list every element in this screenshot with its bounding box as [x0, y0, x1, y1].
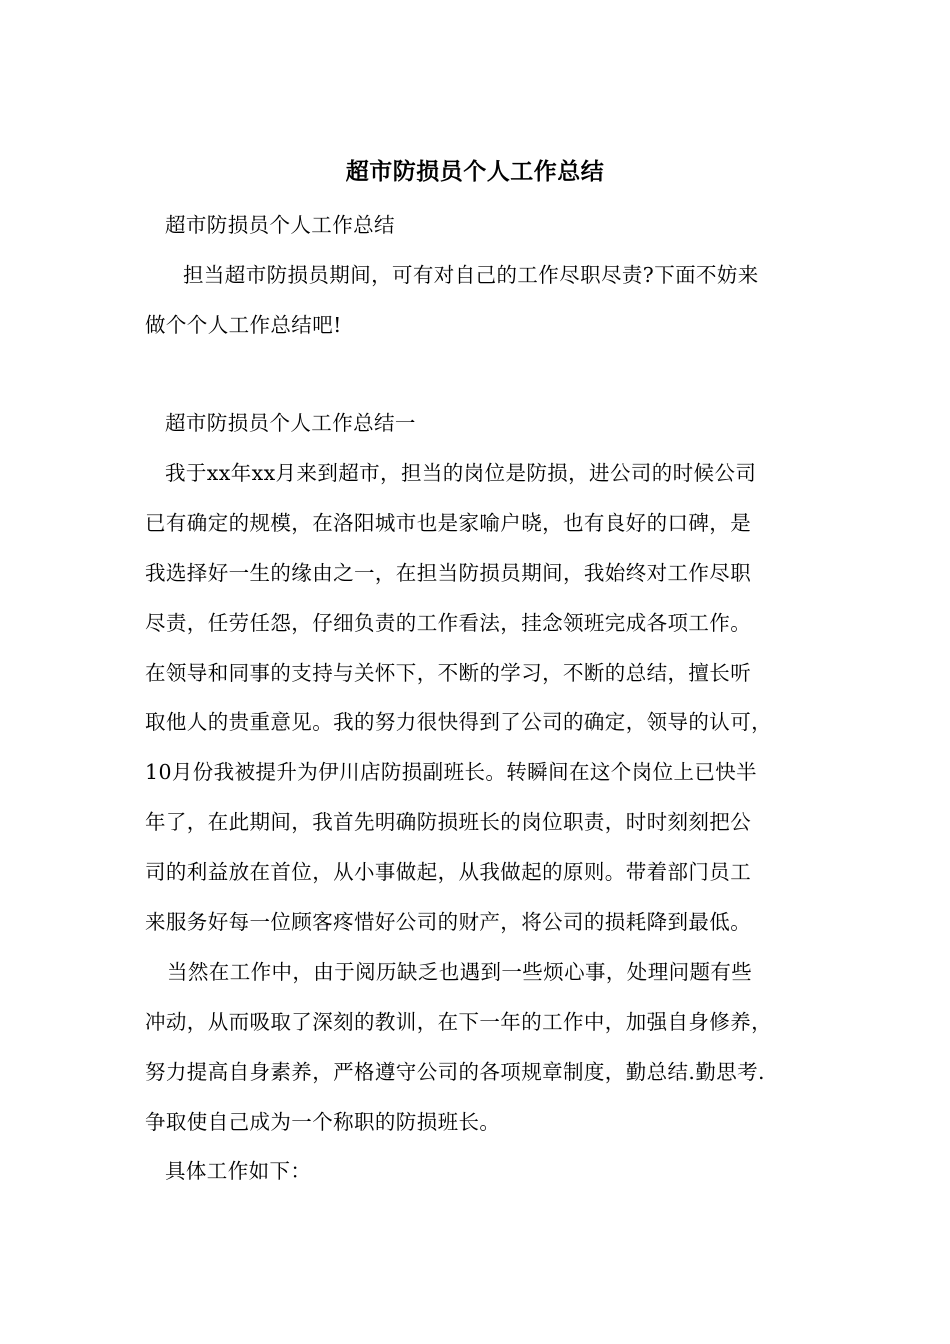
document-title: 超市防损员个人工作总结 — [345, 158, 605, 185]
section-heading: 超市防损员个人工作总结一 — [165, 411, 416, 435]
paragraph-1-line-3: 我选择好一生的缘由之一，在担当防损员期间，我始终对工作尽职 — [145, 561, 752, 585]
paragraph-1-line-9: 司的利益放在首位，从小事做起，从我做起的原则。带着部门员工 — [145, 860, 752, 884]
subtitle-line: 超市防损员个人工作总结 — [165, 213, 395, 237]
paragraph-2-line-1: 当然在工作中，由于阅历缺乏也遇到一些烦心事，处理问题有些 — [167, 960, 753, 984]
intro-line-2: 做个个人工作总结吧! — [145, 313, 342, 337]
paragraph-2-line-4: 争取使自己成为一个称职的防损班长。 — [145, 1110, 501, 1134]
paragraph-1-line-5: 在领导和同事的支持与关怀下，不断的学习，不断的总结，擅长听 — [145, 661, 752, 685]
paragraph-1-line-6: 取他人的贵重意见。我的努力很快得到了公司的确定，领导的认可， — [145, 710, 772, 734]
intro-line-1: 担当超市防损员期间，可有对自己的工作尽职尽责?下面不妨来 — [183, 263, 759, 287]
paragraph-1-line-8: 年了，在此期间，我首先明确防损班长的岗位职责，时时刻刻把公 — [145, 810, 752, 834]
paragraph-1-line-7: 10月份我被提升为伊川店防损副班长。转瞬间在这个岗位上已快半 — [145, 760, 758, 784]
paragraph-1-line-10: 来服务好每一位顾客疼惜好公司的财产，将公司的损耗降到最低。 — [145, 910, 752, 934]
paragraph-2-line-2: 冲动，从而吸取了深刻的教训，在下一年的工作中，加强自身修养， — [145, 1010, 772, 1034]
paragraph-2-line-3: 努力提高自身素养，严格遵守公司的各项规章制度，勤总结.勤思考. — [145, 1060, 765, 1084]
paragraph-1-line-2: 已有确定的规模，在洛阳城市也是家喻户晓，也有良好的口碑，是 — [145, 511, 752, 535]
work-details-heading: 具体工作如下： — [165, 1159, 312, 1183]
paragraph-1-line-4: 尽责，任劳任怨，仔细负责的工作看法，挂念领班完成各项工作。 — [145, 611, 752, 635]
paragraph-1-line-1: 我于xx年xx月来到超市，担当的岗位是防损，进公司的时候公司 — [165, 461, 757, 485]
